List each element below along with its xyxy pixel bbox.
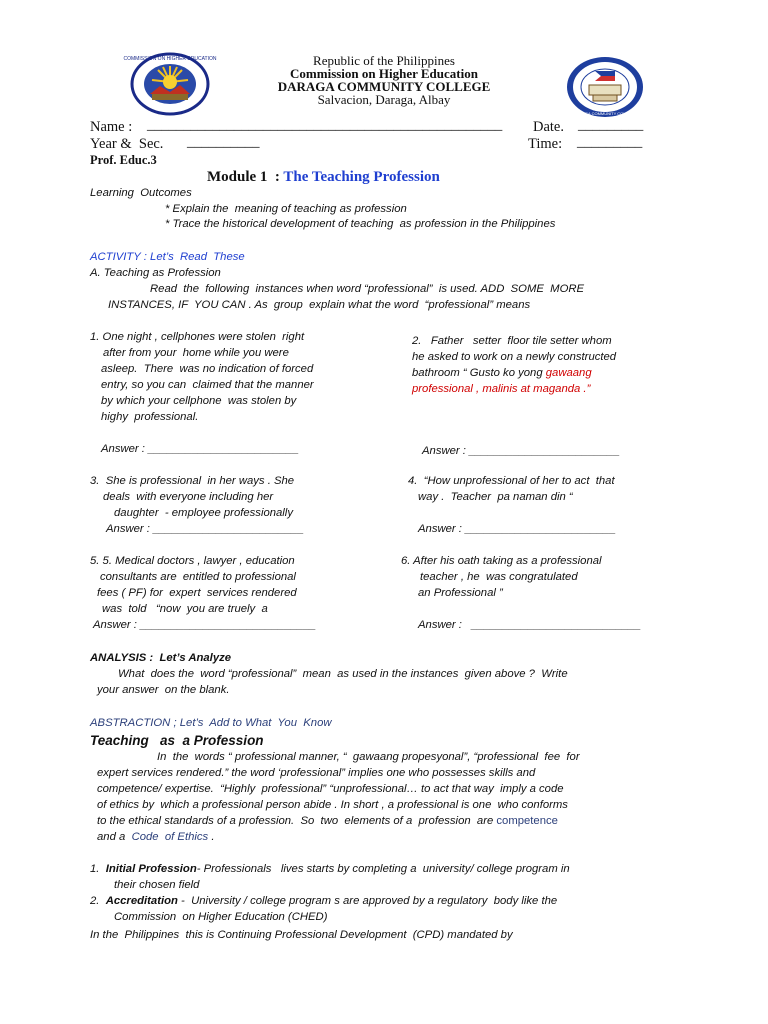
list-text: - Professionals lives starts by completing a university/ college program in bbox=[196, 863, 570, 875]
item-1-line: after from your home while you were bbox=[103, 347, 289, 359]
final-line: In the Philippines this is Continuing Professional Development (CPD) mandated by bbox=[90, 929, 513, 941]
abstraction-para-line bbox=[97, 831, 214, 843]
outcome-1: * Explain the meaning of teaching as profession bbox=[165, 203, 407, 215]
activity-instructions-1: Read the following instances when word “professional” is used. ADD SOME MORE bbox=[150, 283, 585, 295]
abstraction-para-line: In the words “ professional manner, “ gawaang propesyonal”, “professional fee for bbox=[157, 751, 580, 763]
list-number: 1. bbox=[90, 863, 100, 875]
list-term: Accreditation bbox=[105, 895, 178, 907]
item-1-line: highy professional. bbox=[101, 411, 199, 423]
item-2-line: he asked to work on a newly constructed bbox=[412, 351, 617, 363]
year-sec-label: Year & Sec. bbox=[90, 136, 164, 152]
item-2-quote: bathroom “ Gusto ko yong bbox=[412, 367, 543, 379]
abstraction-para-line: competence/ expertise. “Highly professional” “unprofessional… to act that way imply a code bbox=[97, 783, 564, 795]
time-blank[interactable]: _________ bbox=[577, 134, 643, 150]
date-label: Date. bbox=[533, 119, 564, 135]
item-2-quote-red: professional , malinis at maganda .” bbox=[412, 383, 591, 395]
activity-instructions-2: INSTANCES, IF YOU CAN . As group explain what the word “professional” means bbox=[108, 299, 531, 311]
item-1-line: 1. One night , cellphones were stolen right bbox=[90, 331, 305, 343]
activity-heading: ACTIVITY : Let’s Read These bbox=[90, 251, 245, 263]
answer-1-blank[interactable]: Answer : ________________________ bbox=[101, 443, 299, 455]
answer-6-blank[interactable]: Answer : ___________________________ bbox=[418, 619, 641, 631]
analysis-heading: ANALYSIS : Let’s Analyze bbox=[90, 652, 232, 664]
list-number: 2. bbox=[90, 895, 100, 907]
item-5-line: fees ( PF) for expert services rendered bbox=[97, 587, 297, 599]
header-address: Salvacion, Daraga, Albay bbox=[317, 92, 451, 107]
list-item-2 bbox=[90, 895, 557, 907]
abstraction-title: Teaching as a Profession bbox=[90, 733, 264, 748]
list-item-1 bbox=[90, 863, 570, 875]
item-2-quote-red: gawaang bbox=[545, 367, 592, 379]
abstraction-text: to the ethical standards of a profession. So two elements of a profession are bbox=[97, 815, 494, 827]
item-1-line: by which your cellphone was stolen by bbox=[101, 395, 297, 407]
analysis-text-1: What does the word “professional” mean as used in the instances given above ? Write bbox=[118, 668, 568, 680]
module-title bbox=[207, 169, 440, 186]
item-3-line: deals with everyone including her bbox=[103, 491, 274, 503]
outcome-2: * Trace the historical development of teaching as profession in the Philippines bbox=[165, 218, 556, 230]
year-sec-blank[interactable]: __________ bbox=[187, 134, 260, 150]
abstraction-para-line: expert services rendered.” the word ‘professional” implies one who possesses skills and bbox=[97, 767, 536, 779]
code-of-ethics-term: Code of Ethics bbox=[131, 831, 209, 843]
item-6-line: teacher , he was congratulated bbox=[420, 571, 578, 583]
item-3-line: 3. She is professional in her ways . She bbox=[90, 475, 295, 487]
item-5-line: consultants are entitled to professional bbox=[100, 571, 296, 583]
abstraction-text: and a bbox=[97, 831, 126, 843]
item-2-line: 2. Father setter floor tile setter whom bbox=[412, 335, 612, 347]
list-text: - University / college program s are approved by a regulatory body like the bbox=[177, 895, 558, 907]
answer-2-blank[interactable]: Answer : ________________________ bbox=[422, 445, 620, 457]
ched-seal-text: COMMISSION ON HIGHER EDUCATION bbox=[123, 56, 217, 62]
list-item-2-cont: Commission on Higher Education (CHED) bbox=[114, 911, 328, 923]
competence-term: competence bbox=[496, 815, 558, 827]
module-name: The Teaching Profession bbox=[283, 169, 440, 185]
time-label: Time: bbox=[528, 136, 563, 152]
name-blank[interactable]: _________________________________________________ bbox=[147, 117, 503, 133]
header-republic: Republic of the Philippines bbox=[313, 53, 455, 68]
name-label: Name : bbox=[90, 119, 133, 135]
module-prefix: Module 1 : bbox=[207, 169, 280, 185]
answer-5-blank[interactable]: Answer : ____________________________ bbox=[93, 619, 317, 631]
item-1-line: asleep. There was no indication of forced bbox=[101, 363, 314, 375]
list-term: Initial Profession bbox=[105, 863, 197, 875]
item-3-line: daughter - employee professionally bbox=[114, 507, 293, 519]
abstraction-para-line: of ethics by which a professional person abide . In short , a professional is one who conforms bbox=[97, 799, 568, 811]
item-5-line: 5. 5. Medical doctors , lawyer , education bbox=[90, 555, 295, 567]
answer-4-blank[interactable]: Answer : ________________________ bbox=[418, 523, 616, 535]
item-6-line: an Professional ” bbox=[418, 587, 503, 599]
item-4-line: way . Teacher pa naman din “ bbox=[418, 491, 573, 503]
abstraction-text: . bbox=[211, 831, 215, 843]
header-college: DARAGA COMMUNITY COLLEGE bbox=[277, 79, 491, 94]
abstraction-heading: ABSTRACTION ; Let’s Add to What You Know bbox=[90, 717, 332, 729]
analysis-text-2: your answer on the blank. bbox=[97, 684, 230, 696]
item-5-line: was told “now you are truely a bbox=[102, 603, 268, 615]
section-a-heading: A. Teaching as Profession bbox=[90, 267, 221, 279]
outcomes-heading: Learning Outcomes bbox=[90, 187, 192, 199]
dcc-seal-text: DARAGA COMMUNITY COLLEGE bbox=[573, 111, 637, 116]
header-ched: Commission on Higher Education bbox=[290, 66, 478, 81]
list-item-1-cont: their chosen field bbox=[114, 879, 200, 891]
item-1-line: entry, so you can claimed that the manner bbox=[101, 379, 314, 391]
item-4-line: 4. “How unprofessional of her to act that bbox=[408, 475, 615, 487]
item-2-line bbox=[412, 367, 592, 379]
date-blank[interactable]: _________ bbox=[578, 117, 644, 133]
item-6-line: 6. After his oath taking as a professional bbox=[401, 555, 602, 567]
course-code: Prof. Educ.3 bbox=[90, 153, 157, 167]
abstraction-para-line bbox=[97, 815, 558, 827]
answer-3-blank[interactable]: Answer : ________________________ bbox=[106, 523, 304, 535]
